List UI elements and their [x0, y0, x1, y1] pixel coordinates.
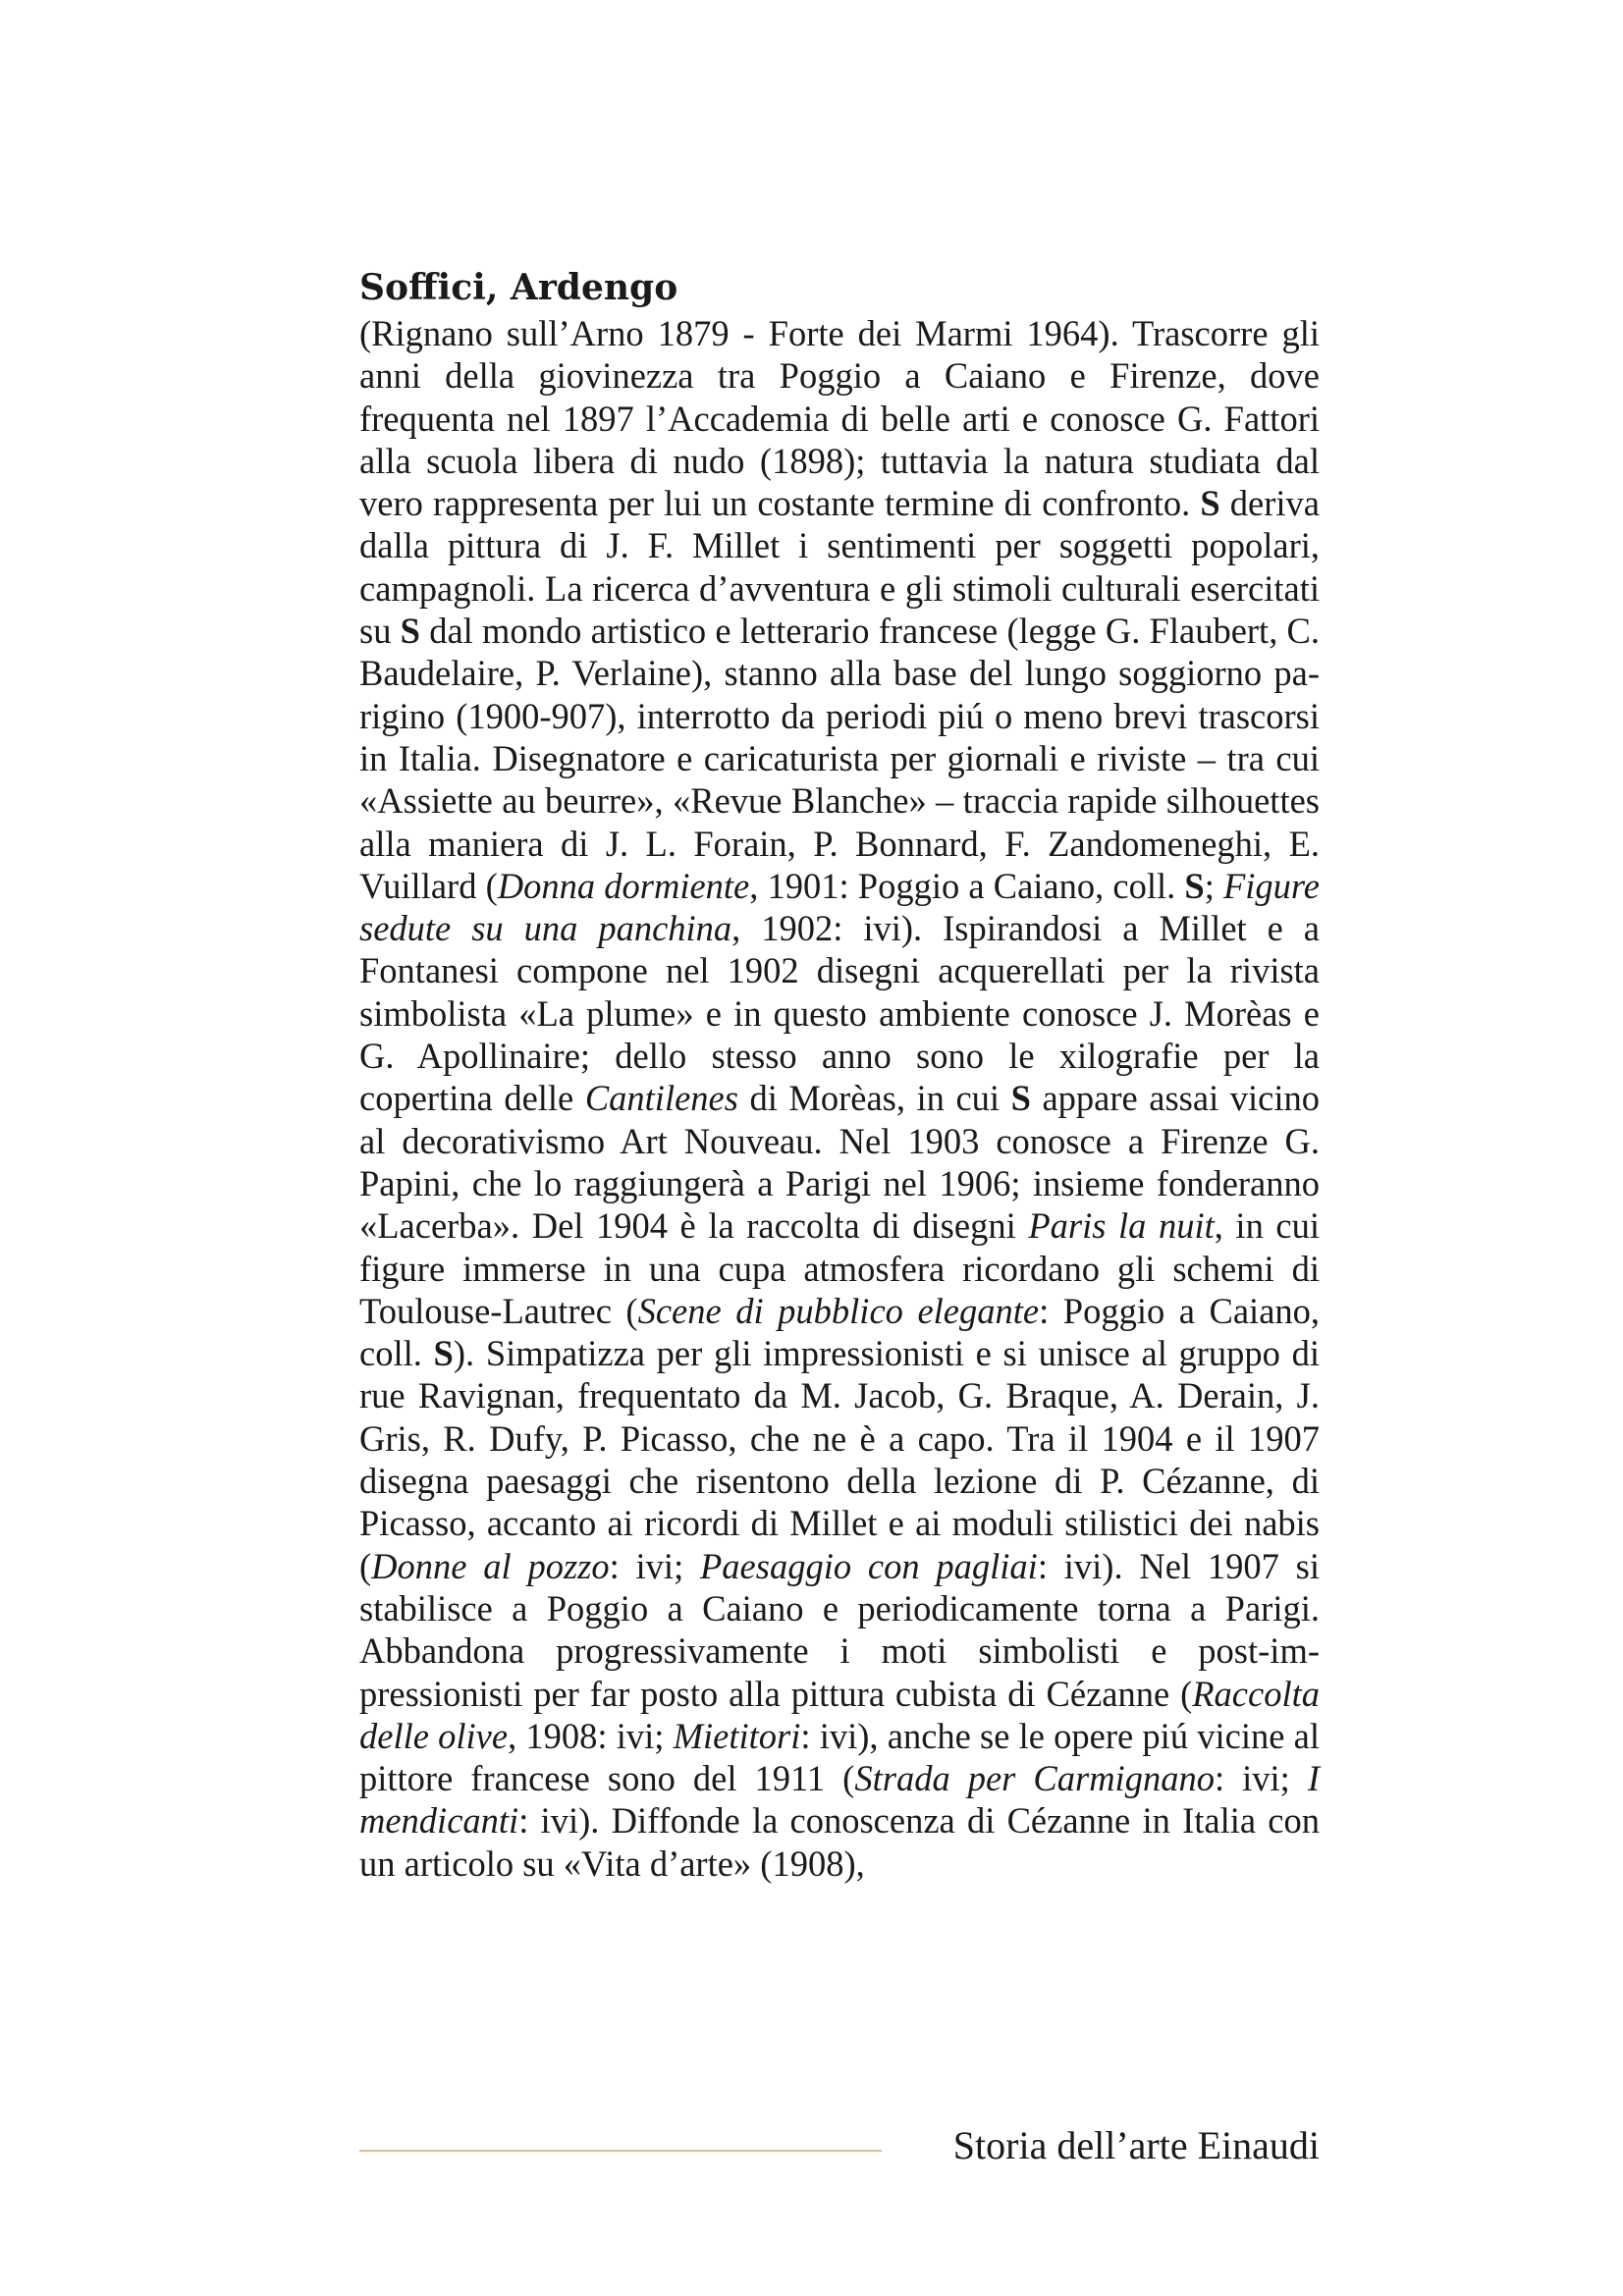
entry-title: Soffici, Ardengo [359, 267, 678, 308]
body-text-segment: dal mondo artistico e letterario francese (legge G. Flaubert, C. Baudelaire, P. Verlaine), stanno alla base del lungo soggiorno parigino (1900-907), interrotto da periodi piú o meno brevi trascorsi in Italia. Disegnatore e caricaturista per giornali e riviste – tra cui «Assiette au beurre», «Revue Blanche» – traccia rapide silhouettes alla maniera di J. L. Forain, P. Bonnard, F. Zandomeneghi, E. Vuillard ( [359, 611, 1320, 906]
body-text-segment: , 1902: ivi). Ispirandosi a Millet e a Fontanesi compone nel 1902 disegni acquerellati per la rivista simbolista «La plume» e in questo ambiente conosce J. Morèas e G. Apollinaire; dello stesso anno sono le xilografie per la copertina delle [359, 908, 1320, 1119]
artwork-title: Donna dormiente [497, 865, 750, 906]
bold-abbrev: S [1184, 865, 1205, 906]
artwork-title: I mendicanti [359, 1758, 1320, 1842]
body-text-segment: ; [1204, 865, 1223, 906]
body-text-segment: : ivi), anche se le opere piú vicine al pittore francese sono del 1911 ( [359, 1715, 1320, 1799]
body-text-segment: : ivi). Diffonde la conoscenza di Cézanne in Italia con un articolo su «Vita d’arte» (1908), [359, 1800, 1320, 1884]
bold-abbrev: S [400, 611, 420, 652]
artwork-title: Paesaggio con pagliai [700, 1545, 1038, 1586]
artwork-title: Raccolta delle olive [359, 1673, 1320, 1756]
body-text-segment: di Morèas, in cui [737, 1078, 1011, 1119]
body-text-segment: : ivi; [609, 1545, 701, 1586]
artwork-title: Strada per Carmignano [854, 1758, 1215, 1799]
artwork-title: Donne al pozzo [371, 1545, 610, 1586]
artwork-title: Mietitori [673, 1715, 801, 1756]
bold-abbrev: S [1010, 1078, 1031, 1119]
body-text-segment: appare assai vicino al decorativismo Art Nouveau. Nel 1903 conosce a Firenze G. Papini, che lo raggiungerà a Parigi nel 1906; insieme fonderanno «Lacerba». Del 1904 è la raccolta di disegni [359, 1078, 1320, 1247]
body-text-segment: , in cui figure immerse in una cupa atmosfera ricordano gli schemi di Toulouse-Lautrec ( [359, 1205, 1320, 1331]
body-text-segment: : ivi; [1214, 1758, 1308, 1799]
bold-abbrev: S [1200, 483, 1220, 524]
artwork-title: Figure sedute su una panchina [359, 865, 1320, 949]
publisher-label: Storia dell’arte Einaudi [952, 2123, 1320, 2167]
artwork-title: Paris la nuit [1028, 1205, 1215, 1247]
bold-abbrev: S [433, 1333, 454, 1374]
body-text-segment: , 1901: Poggio a Caiano, coll. [749, 865, 1185, 906]
footer-rule [359, 2150, 882, 2152]
body-text-segment: ). Simpatizza per gli impressionisti e si unisce al gruppo di rue Ravignan, frequentato da M. Jacob, G. Braque, A. Derain, J. Gris, R. Dufy, P. Picasso, che ne è a capo. Tra il 1904 e il 1907 disegna paesaggi che risentono della lezione di P. Cézanne, di Picasso, accanto ai ricordi di Millet e ai moduli stilistici dei nabis ( [359, 1333, 1321, 1586]
body-text-segment: : Poggio a Caiano, coll. [359, 1290, 1321, 1374]
entry-body-text [359, 312, 1320, 1885]
body-text-segment: : ivi). Nel 1907 si stabilisce a Poggio a Caiano e periodicamente torna a Parigi. Abbandona progressivamente i moti simbolisti e post-impressionisti per far posto alla pittura cubista di Cézanne ( [359, 1545, 1321, 1714]
artwork-title: Cantilenes [584, 1078, 738, 1119]
body-text-segment: deriva dalla pittura di J. F. Millet i sentimenti per soggetti popolari, campagnoli. La ricerca d’avventura e gli stimoli culturali esercitati su [359, 483, 1320, 652]
page-footer [359, 2120, 1320, 2169]
body-text-segment: (Rignano sull’Arno 1879 - Forte dei Marmi 1964). Trascorre gli anni della giovinezza tra Poggio a Caiano e Firenze, dove frequenta nel 1897 l’Accademia di belle arti e conosce G. Fattori alla scuola libera di nudo (1898); tuttavia la natura studiata dal vero rappresenta per lui un costante termine di confronto. [359, 313, 1320, 524]
encyclopedia-entry [359, 265, 1320, 1885]
artwork-title: Scene di pubblico elegante [637, 1290, 1040, 1331]
body-text-segment: , 1908: ivi; [508, 1715, 674, 1756]
